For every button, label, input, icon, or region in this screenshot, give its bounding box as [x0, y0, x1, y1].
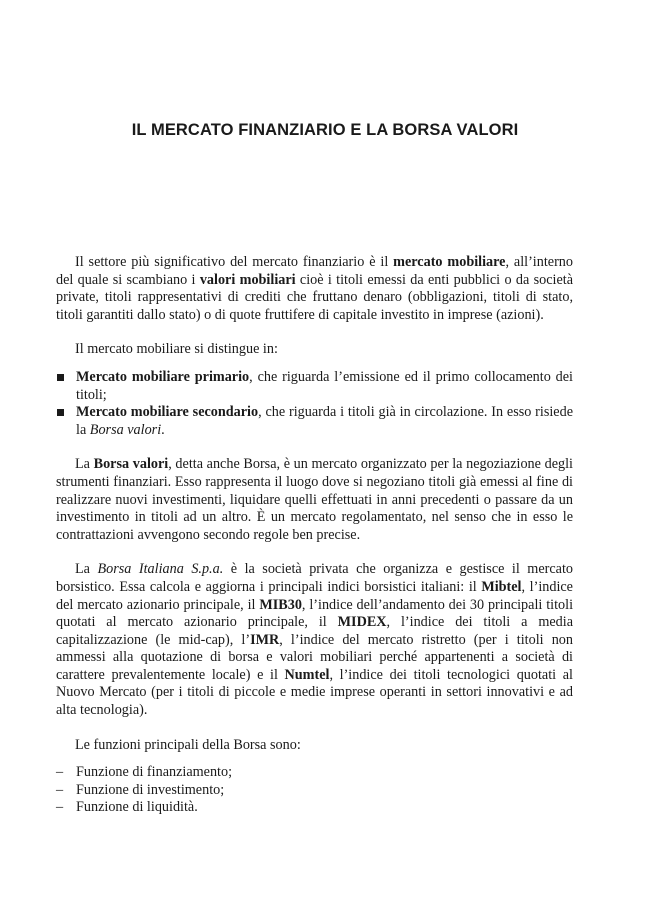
paragraph-borsa-valori — [56, 456, 573, 544]
list-item-text: Funzione di finanziamento; — [76, 764, 233, 781]
document-body — [56, 254, 573, 817]
text-run: , che riguarda i titoli già in circolazione. In esso risiede la — [76, 404, 573, 438]
list-item — [56, 782, 573, 800]
text-run: è la società privata che organizza e gestisce il mercato borsistico. Essa calcola e aggiorna i principali indici borsistici italiani: il — [56, 561, 573, 595]
text-run: La — [75, 456, 94, 473]
text-run: La — [75, 561, 98, 578]
text-run: cioè i titoli emessi da enti pubblici o da società private, titoli rappresentativi di crediti che fruttano denaro (obbligazioni, titoli di stato, titoli garantiti dallo stato) o di quote fruttifere di capitale investito in imprese (azioni). — [56, 271, 573, 323]
term-imr: IMR — [250, 631, 280, 648]
dash-bullet-icon: – — [56, 781, 64, 798]
text-run: Il settore più significativo del mercato finanziario è il — [75, 254, 394, 270]
market-types-list — [56, 369, 573, 439]
text-run: , detta anche Borsa, è un mercato organizzato per la negoziazione degli strumenti finanziari. Esso rappresenta il luogo dove si negoziano titoli già emessi al fine di realizzare nuovi investimenti, liquidare quelli effettuati in anni precedenti o passare da un investimento in titoli ad un altro. È un mercato regolamentato, nel senso che in esso le contrattazioni avvengono secondo regole ben precise. — [56, 456, 573, 543]
term-midex: MIDEX — [337, 614, 387, 631]
paragraph-mercato-mobiliare — [56, 254, 573, 324]
text-run: , l’indice del mercato azionario principale, il — [56, 578, 573, 613]
text-run: , l’indice dei titoli a media capitalizzazione (le mid-cap), l’ — [56, 614, 573, 648]
term-secondario: Mercato mobiliare secondario — [76, 404, 259, 421]
square-bullet-icon — [57, 374, 64, 381]
text-run: , l’indice dei titoli tecnologici quotati al Nuovo Mercato (per i titoli di piccole e medie imprese operanti in settori innovativi e ad alta tecnologia). — [56, 666, 573, 719]
text-run: , all’interno del quale si scambiano i — [56, 254, 573, 288]
list-item-text: Funzione di investimento; — [76, 781, 225, 798]
list-item — [56, 369, 573, 404]
term-mib30: MIB30 — [259, 596, 302, 613]
dash-bullet-icon: – — [56, 764, 64, 781]
text-run: . — [161, 421, 165, 438]
term-numtel: Numtel — [284, 666, 330, 683]
list-item — [56, 764, 573, 782]
paragraph-borsa-italiana — [56, 561, 573, 719]
term-borsa-italiana: Borsa Italiana S.p.a. — [97, 561, 224, 578]
square-bullet-icon — [57, 409, 64, 416]
term-primario: Mercato mobiliare primario — [76, 368, 250, 385]
list-item — [56, 404, 573, 439]
functions-list — [56, 764, 573, 817]
term-mibtel: Mibtel — [481, 578, 522, 595]
paragraph-distingue: Il mercato mobiliare si distingue in: — [75, 341, 278, 358]
text-run: , che riguarda l’emissione ed il primo collocamento dei titoli; — [76, 368, 573, 403]
paragraph-funzioni: Le funzioni principali della Borsa sono: — [75, 736, 301, 753]
list-item — [56, 799, 573, 817]
text-run: , l’indice del mercato ristretto (per i titoli non ammessi alla quotazione di borsa e valori mobiliari perché appartenenti a società di carattere prevalentemente locale) e il — [56, 631, 573, 683]
term-borsa-valori: Borsa valori — [89, 421, 162, 438]
term-valori-mobiliari: valori mobiliari — [199, 271, 296, 288]
text-run: , l’indice dell’andamento dei 30 principali titoli quotati al mercato azionario principale, il — [56, 596, 574, 631]
term-borsa-valori-bold: Borsa valori — [93, 456, 169, 473]
list-item-text: Funzione di liquidità. — [76, 799, 198, 816]
page-title: IL MERCATO FINANZIARIO E LA BORSA VALORI — [131, 121, 519, 139]
dash-bullet-icon: – — [56, 799, 64, 816]
term-mercato-mobiliare: mercato mobiliare — [393, 254, 506, 270]
